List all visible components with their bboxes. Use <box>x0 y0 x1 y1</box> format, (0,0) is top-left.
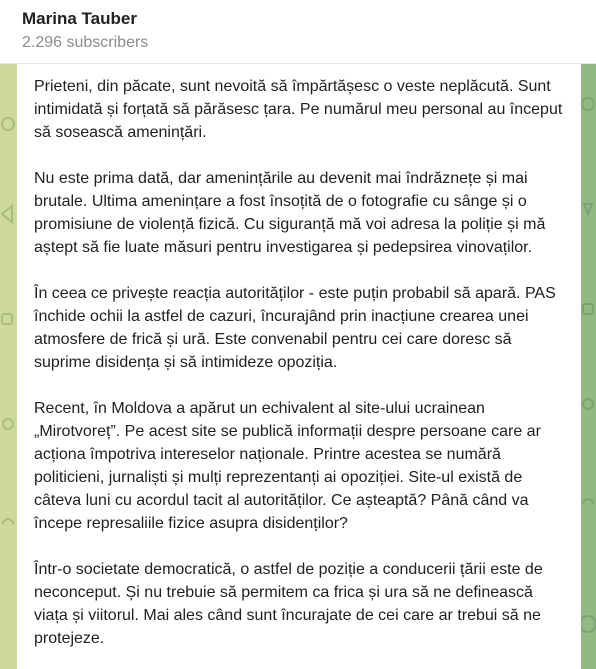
message-paragraph: Recent, în Moldova a apărut un echivalent al site-ului ucrainean „Mirotvoreț”. Pe acest site se publică informații despre persoane care ar acționa împotriva intereselor naționale. Printre acestea se numără politicieni, jurnaliști și mulți reprezentanți ai opoziției. Site-ul există de câteva luni cu acordul tacit al autorităților. Ce așteaptă? Până când va începe represaliile fizice asupra disidenților? <box>34 400 541 532</box>
message-paragraph: Nu este prima dată, dar amenințările au devenit mai îndrăznețe și mai brutale. Ultima amenințare a fost însoțită de o fotografie cu sânge și o promisiune de violență fizică. Cu siguranță mă voi adresa la poliție și mă aștept să fie luate măsuri pentru investigarea și pedepsirea vinovaților. <box>34 170 546 256</box>
channel-header[interactable] <box>0 0 596 64</box>
message-paragraph: Într-o societate democratică, o astfel de poziție a conducerii țării este de neconceput. Și nu trebuie să permitem ca frica și ura să ne definească viața și viitorul. Mai ales când sunt încurajate de cei care ar trebui să ne protejeze. <box>34 561 543 647</box>
message-paragraph: Prieteni, din păcate, sunt nevoită să împărtășesc o veste neplăcută. Sunt intimidată și forțată să părăsesc țara. Pe numărul meu personal au început să sosească amenințări. <box>34 78 563 141</box>
subscriber-count: 2.296 subscribers <box>22 34 149 51</box>
channel-title[interactable]: Marina Tauber <box>22 9 137 28</box>
message-bubble[interactable] <box>17 64 581 669</box>
message-paragraph: În ceea ce privește reacția autorităților - este puțin probabil să apară. PAS închide ochii la astfel de cazuri, încurajând prin inacțiune crearea unei atmosfere de frică și ură. Este convenabil pentru cei care doresc să suprime disidența și să intimideze opoziția. <box>34 285 556 371</box>
